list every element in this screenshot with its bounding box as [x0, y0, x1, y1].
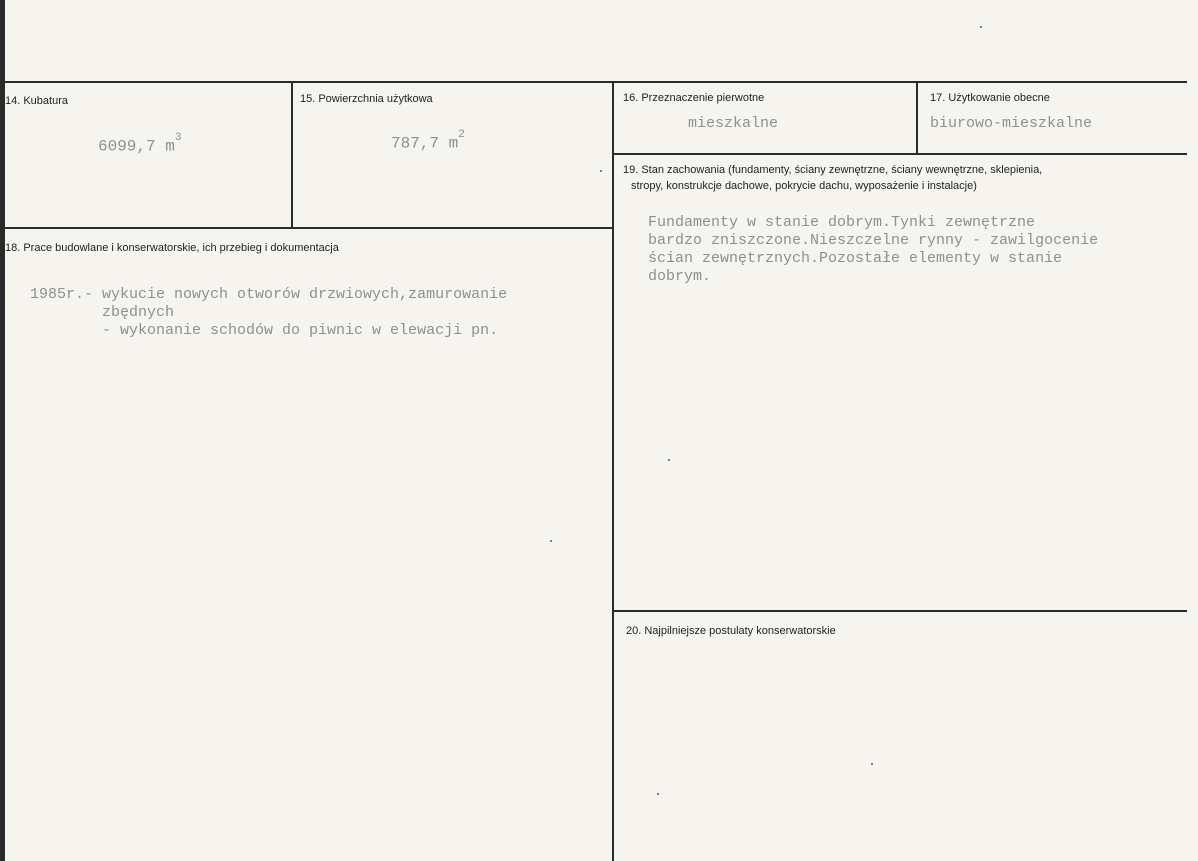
field-15-label: 15. Powierzchnia użytkowa: [300, 93, 433, 105]
divider-16-17: [916, 82, 918, 154]
divider-above-20: [613, 610, 1187, 612]
field-19-label-line1: 19. Stan zachowania (fundamenty, ściany zewnętrzne, ściany wewnętrzne, sklepienia,: [623, 164, 1043, 176]
powierzchnia-number: 787,7: [391, 134, 440, 153]
prace-line: 1985r.- wykucie nowych otworów drzwiowych,zamurowanie: [30, 286, 508, 303]
stan-line: bardzo zniszczone.Nieszczelne rynny - zawilgocenie: [648, 232, 1099, 249]
paper-speck: [871, 763, 873, 765]
card-edge: [0, 0, 5, 861]
field-16-value: mieszkalne: [688, 115, 779, 132]
divider-under-14-15: [5, 227, 614, 229]
powierzchnia-unit: m: [448, 134, 459, 153]
paper-speck: [600, 170, 602, 172]
field-14-value: [98, 132, 182, 156]
field-16-label: 16. Przeznaczenie pierwotne: [623, 92, 765, 104]
top-divider: [5, 81, 1187, 83]
prace-line: zbędnych: [30, 304, 175, 321]
kubatura-number: 6099,7: [98, 137, 156, 156]
powierzchnia-exponent: 2: [458, 129, 465, 141]
stan-line: dobrym.: [648, 268, 712, 285]
stan-line: ścian zewnętrznych.Pozostałe elementy w stanie: [648, 250, 1063, 267]
paper-speck: [668, 459, 670, 461]
field-14-label: 14. Kubatura: [5, 95, 68, 107]
paper-speck: [657, 793, 659, 795]
field-17-label: 17. Użytkowanie obecne: [930, 92, 1050, 104]
paper-speck: [980, 26, 982, 28]
field-17-value: biurowo-mieszkalne: [930, 115, 1093, 132]
stan-line: Fundamenty w stanie dobrym.Tynki zewnętrzne: [648, 214, 1036, 231]
field-19-label-line2: stropy, konstrukcje dachowe, pokrycie dachu, wyposażenie i instalacje): [631, 180, 977, 192]
field-20-label: 20. Najpilniejsze postulaty konserwatorskie: [626, 625, 836, 637]
paper-speck: [550, 540, 552, 542]
prace-line: - wykonanie schodów do piwnic w elewacji pn.: [30, 322, 499, 339]
divider-14-15: [291, 82, 293, 228]
field-18-label: 18. Prace budowlane i konserwatorskie, ich przebieg i dokumentacja: [5, 242, 339, 254]
center-divider: [612, 82, 614, 861]
kubatura-unit: m: [165, 137, 175, 156]
divider-under-16-17: [613, 153, 1187, 155]
field-15-value: [391, 129, 465, 153]
kubatura-exponent: 3: [174, 132, 182, 144]
